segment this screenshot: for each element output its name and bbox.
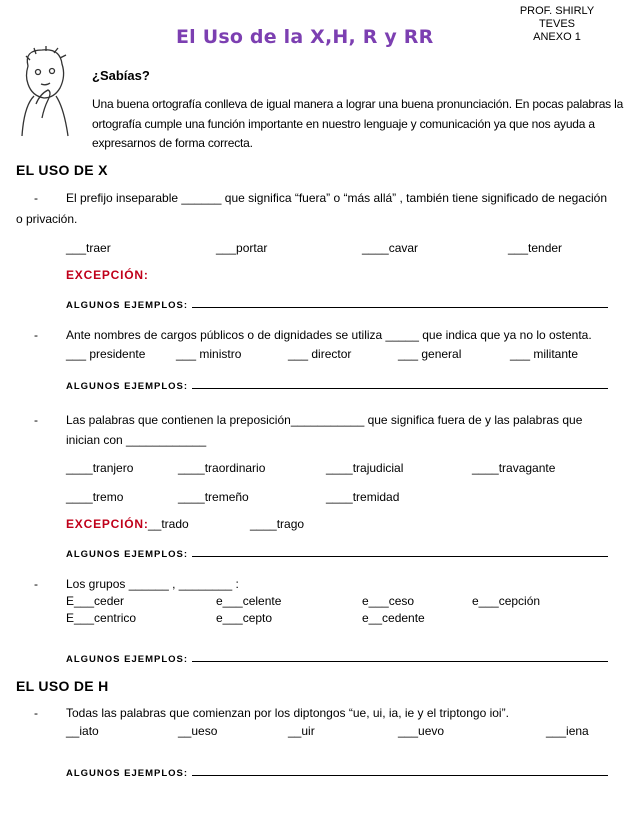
word-blank: e___cepción xyxy=(472,594,541,608)
word-blank: ___traer xyxy=(66,241,111,255)
bullet: - xyxy=(34,577,38,591)
examples-label: ALGUNOS EJEMPLOS: xyxy=(66,768,189,779)
word-blank: E___ceder xyxy=(66,594,125,608)
word-blank: __ueso xyxy=(178,724,218,738)
word-blank: ____trago xyxy=(250,517,305,531)
answer-line xyxy=(192,297,608,308)
word-blank: ____tranjero xyxy=(66,461,134,475)
examples-row xyxy=(66,651,608,665)
word-blank: ___tender xyxy=(508,241,563,255)
examples-row xyxy=(66,546,608,560)
word-blank: ____tremo xyxy=(66,490,124,504)
bullet: - xyxy=(34,706,38,720)
grupos-paragraph: Los grupos ______ , ________ : xyxy=(66,577,239,591)
section-heading-x: EL USO DE X xyxy=(16,162,108,178)
word-blank: __uir xyxy=(288,724,315,738)
answer-line xyxy=(192,651,608,662)
bullet: - xyxy=(34,191,38,205)
bullet: - xyxy=(34,328,38,342)
word-blank: ____tremidad xyxy=(326,490,400,504)
word-blank: __iato xyxy=(66,724,99,738)
cargos-paragraph: Ante nombres de cargos públicos o de dignidades se utiliza _____ que indica que ya no lo ostenta. xyxy=(66,328,592,342)
word-blank: ___portar xyxy=(216,241,268,255)
word-blank: ____tremeño xyxy=(178,490,249,504)
exception-label: EXCEPCIÓN: xyxy=(66,268,149,282)
prefix-paragraph-line1: El prefijo inseparable ______ que significa “fuera” o “más allá” , también tiene significado de negación xyxy=(66,191,607,205)
annex-label: ANEXO 1 xyxy=(533,31,581,43)
teacher-name: PROF. SHIRLY TEVES xyxy=(519,5,595,30)
word-blank: e___ceso xyxy=(362,594,415,608)
sabias-text: Una buena ortografía conlleva de igual manera a lograr una buena pronunciación. En pocas palabras la ortografía cumple una función importante en nuestro lenguaje y comunicación ya que nos ayuda a expresarnos de forma correcta. xyxy=(92,97,624,150)
word-blank: ___ militante xyxy=(510,347,579,361)
prefix-paragraph-line2: o privación. xyxy=(16,212,78,226)
word-blank: ____travagante xyxy=(472,461,556,475)
word-blank: ___iena xyxy=(546,724,589,738)
sabias-heading: ¿Sabías? xyxy=(92,68,150,83)
examples-row xyxy=(66,378,608,392)
page-title: El Uso de la X,H, R y RR xyxy=(176,26,434,48)
bullet: - xyxy=(34,413,38,427)
word-blank: ____traordinario xyxy=(178,461,266,475)
examples-row xyxy=(66,297,608,311)
teacher-info xyxy=(502,5,612,44)
answer-line xyxy=(192,546,608,557)
word-blank: ___uevo xyxy=(398,724,445,738)
word-blank: e___cepto xyxy=(216,611,273,625)
section-heading-h: EL USO DE H xyxy=(16,678,109,694)
word-blank: e___celente xyxy=(216,594,282,608)
answer-line xyxy=(192,765,608,776)
preposition-paragraph-line2: inician con ____________ xyxy=(66,433,207,447)
examples-label: ALGUNOS EJEMPLOS: xyxy=(66,549,189,560)
examples-row xyxy=(66,765,608,779)
answer-line xyxy=(192,378,608,389)
word-blank: ___ general xyxy=(398,347,462,361)
word-blank: ___ presidente xyxy=(66,347,146,361)
word-blank: ___ director xyxy=(288,347,352,361)
word-blank: E___centrico xyxy=(66,611,137,625)
preposition-paragraph-line1: Las palabras que contienen la preposición___________ que significa fuera de y las palabras que xyxy=(66,413,583,427)
exception-label: EXCEPCIÓN: xyxy=(66,517,149,531)
examples-label: ALGUNOS EJEMPLOS: xyxy=(66,381,189,392)
diptongos-paragraph: Todas las palabras que comienzan por los diptongos “ue, ui, ia, ie y el triptongo ioi”. xyxy=(66,706,509,720)
thinking-person-icon xyxy=(14,46,78,138)
word-blank: ____trajudicial xyxy=(326,461,404,475)
word-blank: __trado xyxy=(148,517,189,531)
examples-label: ALGUNOS EJEMPLOS: xyxy=(66,300,189,311)
word-blank: ___ ministro xyxy=(176,347,242,361)
word-blank: e__cedente xyxy=(362,611,425,625)
word-blank: ____cavar xyxy=(362,241,419,255)
examples-label: ALGUNOS EJEMPLOS: xyxy=(66,654,189,665)
